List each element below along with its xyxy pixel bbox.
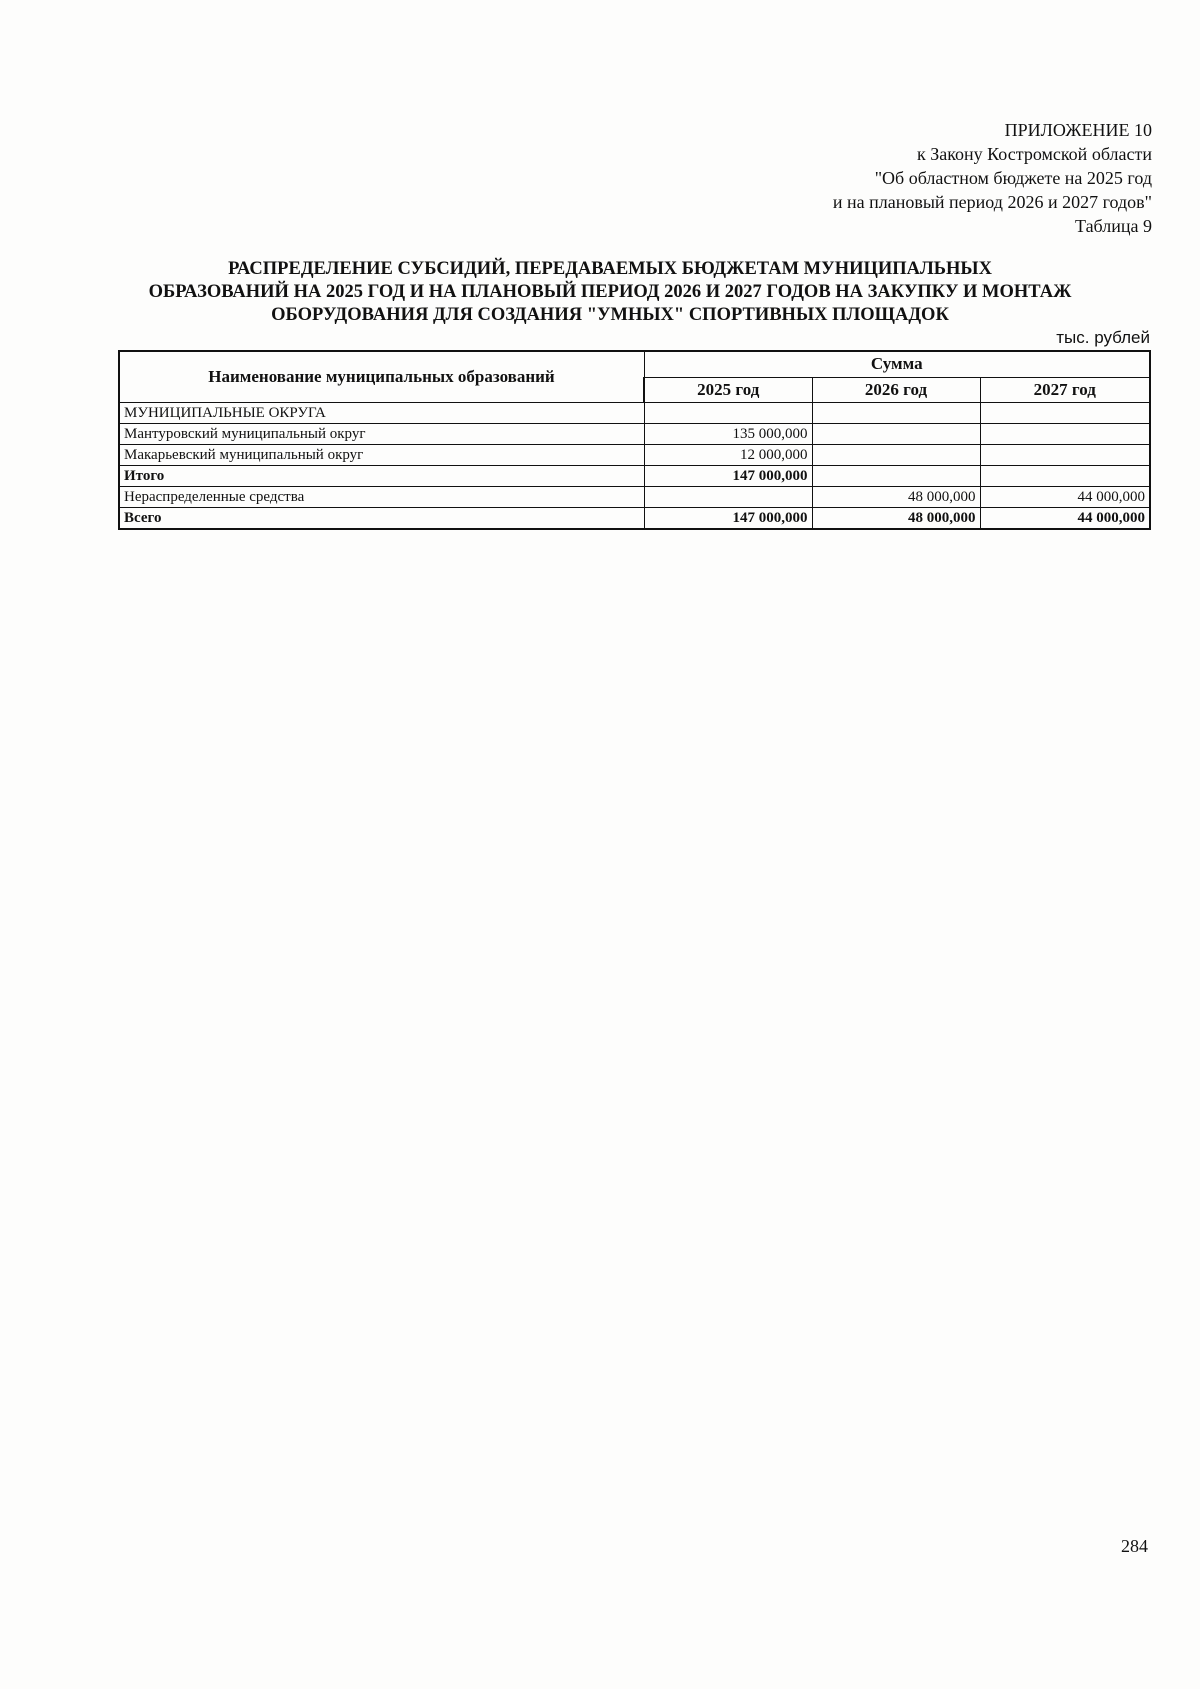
row-value-2026: [812, 403, 980, 424]
table-row-subtotal: [119, 466, 1150, 487]
row-value-2027: [980, 403, 1150, 424]
table-row-total: [119, 508, 1150, 530]
row-value-2027: 44 000,000: [980, 487, 1150, 508]
appendix-law: к Закону Костромской области: [916, 144, 1152, 164]
row-value-2025: [644, 403, 812, 424]
header-name: Наименование муниципальных образований: [119, 351, 644, 403]
row-name: МУНИЦИПАЛЬНЫЕ ОКРУГА: [119, 403, 644, 424]
row-value-2027: [980, 445, 1150, 466]
header-year-2025: 2025 год: [644, 377, 812, 402]
row-value-2026: 48 000,000: [812, 487, 980, 508]
row-value-2025: 147 000,000: [644, 466, 812, 487]
row-value-2027: [980, 466, 1150, 487]
page-number: 284: [1121, 1536, 1148, 1556]
document-title: [110, 258, 1110, 327]
table-row: [119, 487, 1150, 508]
appendix-law-title-2: и на плановый период 2026 и 2027 годов": [832, 192, 1152, 212]
units-label: тыс. рублей: [1056, 328, 1150, 347]
title-line-3: ОБОРУДОВАНИЯ ДЛЯ СОЗДАНИЯ "УМНЫХ" СПОРТИВНЫХ ПЛОЩАДОК: [271, 305, 949, 325]
row-value-2026: 48 000,000: [812, 508, 980, 530]
row-value-2025: 147 000,000: [644, 508, 812, 530]
title-line-1: РАСПРЕДЕЛЕНИЕ СУБСИДИЙ, ПЕРЕДАВАЕМЫХ БЮДЖЕТАМ МУНИЦИПАЛЬНЫХ: [228, 259, 992, 279]
row-value-2026: [812, 424, 980, 445]
row-value-2027: 44 000,000: [980, 508, 1150, 530]
row-value-2027: [980, 424, 1150, 445]
table-row: [119, 445, 1150, 466]
appendix-law-title-1: "Об областном бюджете на 2025 год: [874, 168, 1152, 188]
row-value-2026: [812, 466, 980, 487]
row-value-2025: [644, 487, 812, 508]
row-name: Нераспределенные средства: [119, 487, 644, 508]
table-row: [119, 424, 1150, 445]
row-value-2025: 12 000,000: [644, 445, 812, 466]
subsidy-table: [118, 350, 1151, 530]
appendix-number: ПРИЛОЖЕНИЕ 10: [1004, 120, 1152, 140]
row-name: Мантуровский муниципальный округ: [119, 424, 644, 445]
row-value-2025: 135 000,000: [644, 424, 812, 445]
appendix-header: [833, 118, 1152, 238]
row-name: Макарьевский муниципальный округ: [119, 445, 644, 466]
row-name: Всего: [119, 508, 644, 530]
row-name: Итого: [119, 466, 644, 487]
table-row: [119, 403, 1150, 424]
header-year-2027: 2027 год: [980, 377, 1150, 402]
header-sum: Сумма: [644, 351, 1150, 377]
header-year-2026: 2026 год: [812, 377, 980, 402]
title-line-2: ОБРАЗОВАНИЙ НА 2025 ГОД И НА ПЛАНОВЫЙ ПЕРИОД 2026 И 2027 ГОДОВ НА ЗАКУПКУ И МОНТАЖ: [148, 282, 1072, 302]
appendix-table-number: Таблица 9: [1075, 216, 1152, 236]
row-value-2026: [812, 445, 980, 466]
